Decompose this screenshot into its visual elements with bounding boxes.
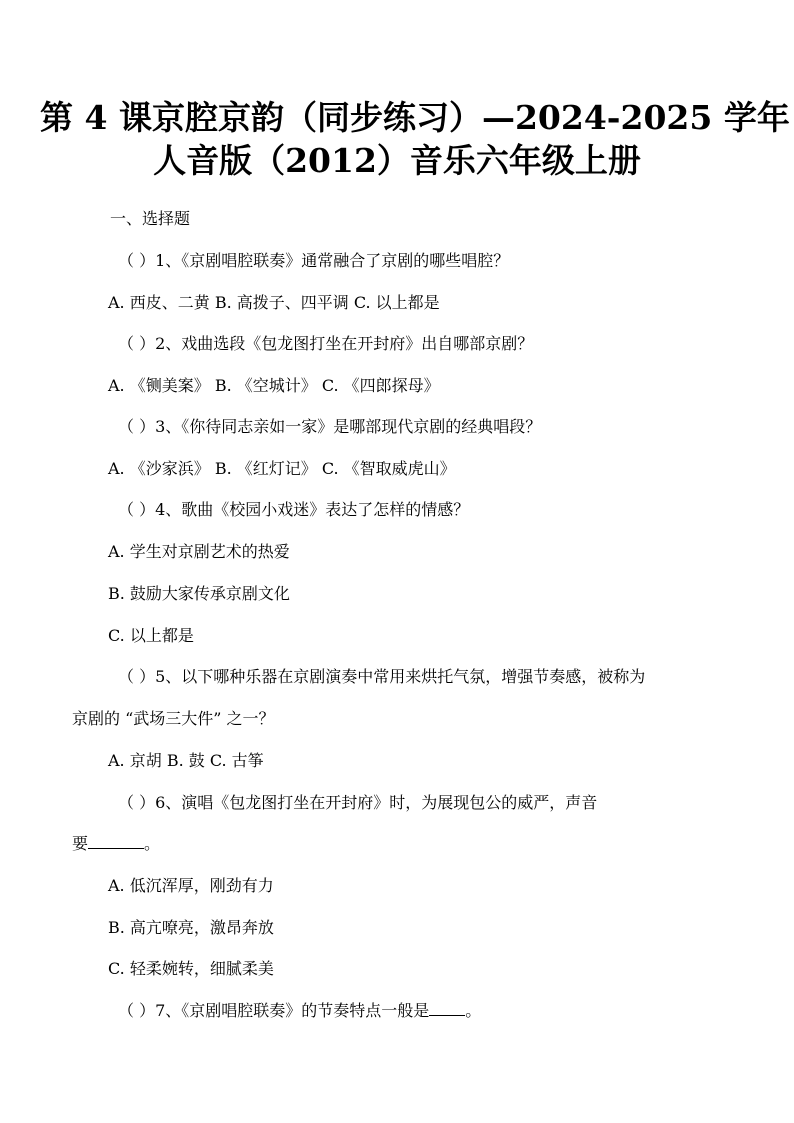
- question-6-option-a: A. 低沉浑厚，刚劲有力: [108, 876, 274, 895]
- question-6-stem-line-2: [72, 833, 160, 855]
- document-title-line-2: 人音版（2012）音乐六年级上册: [153, 141, 641, 180]
- question-6-stem-line-1: （ ）6、演唱《包龙图打坐在开封府》时，为展现包公的威严，声音: [118, 793, 598, 812]
- question-4-option-c: C. 以上都是: [108, 626, 194, 645]
- question-2-options: A. 《铡美案》 B. 《空城计》 C. 《四郎探母》: [108, 376, 440, 395]
- question-4-option-b: B. 鼓励大家传承京剧文化: [108, 584, 290, 603]
- question-7-stem-suffix: 。: [465, 1001, 482, 1020]
- answer-blank: [88, 834, 144, 849]
- question-5-stem-line-1: （ ）5、以下哪种乐器在京剧演奏中常用来烘托气氛，增强节奏感，被称为: [118, 667, 646, 686]
- question-6-stem-suffix: 。: [144, 834, 161, 853]
- question-5-options: A. 京胡 B. 鼓 C. 古筝: [108, 751, 264, 770]
- question-3-options: A. 《沙家浜》 B. 《红灯记》 C. 《智取威虎山》: [108, 459, 456, 478]
- question-4-stem: （ ）4、歌曲《校园小戏迷》表达了怎样的情感？: [118, 500, 470, 519]
- question-1-options: A. 西皮、二黄 B. 高拨子、四平调 C. 以上都是: [108, 293, 440, 312]
- question-2-stem: （ ）2、戏曲选段《包龙图打坐在开封府》出自哪部京剧？: [118, 334, 534, 353]
- section-heading: 一、选择题: [110, 209, 191, 228]
- question-7-stem-prefix: （ ）7、《京剧唱腔联奏》的节奏特点一般是: [118, 1001, 430, 1020]
- question-6-option-c: C. 轻柔婉转，细腻柔美: [108, 959, 274, 978]
- question-4-option-a: A. 学生对京剧艺术的热爱: [108, 542, 290, 561]
- question-5-stem-line-2: 京剧的 “武场三大件” 之一？: [72, 709, 275, 728]
- question-3-stem: （ ）3、《你待同志亲如一家》是哪部现代京剧的经典唱段？: [118, 417, 542, 436]
- document-title-line-1: 第 4 课京腔京韵（同步练习）—2024-2025 学年: [40, 98, 790, 137]
- question-6-option-b: B. 高亢嘹亮，激昂奔放: [108, 918, 274, 937]
- question-6-stem-prefix: 要: [72, 834, 89, 853]
- question-7-stem: [118, 1000, 481, 1022]
- answer-blank: [429, 1001, 465, 1016]
- question-1-stem: （ ）1、《京剧唱腔联奏》通常融合了京剧的哪些唱腔？: [118, 251, 510, 270]
